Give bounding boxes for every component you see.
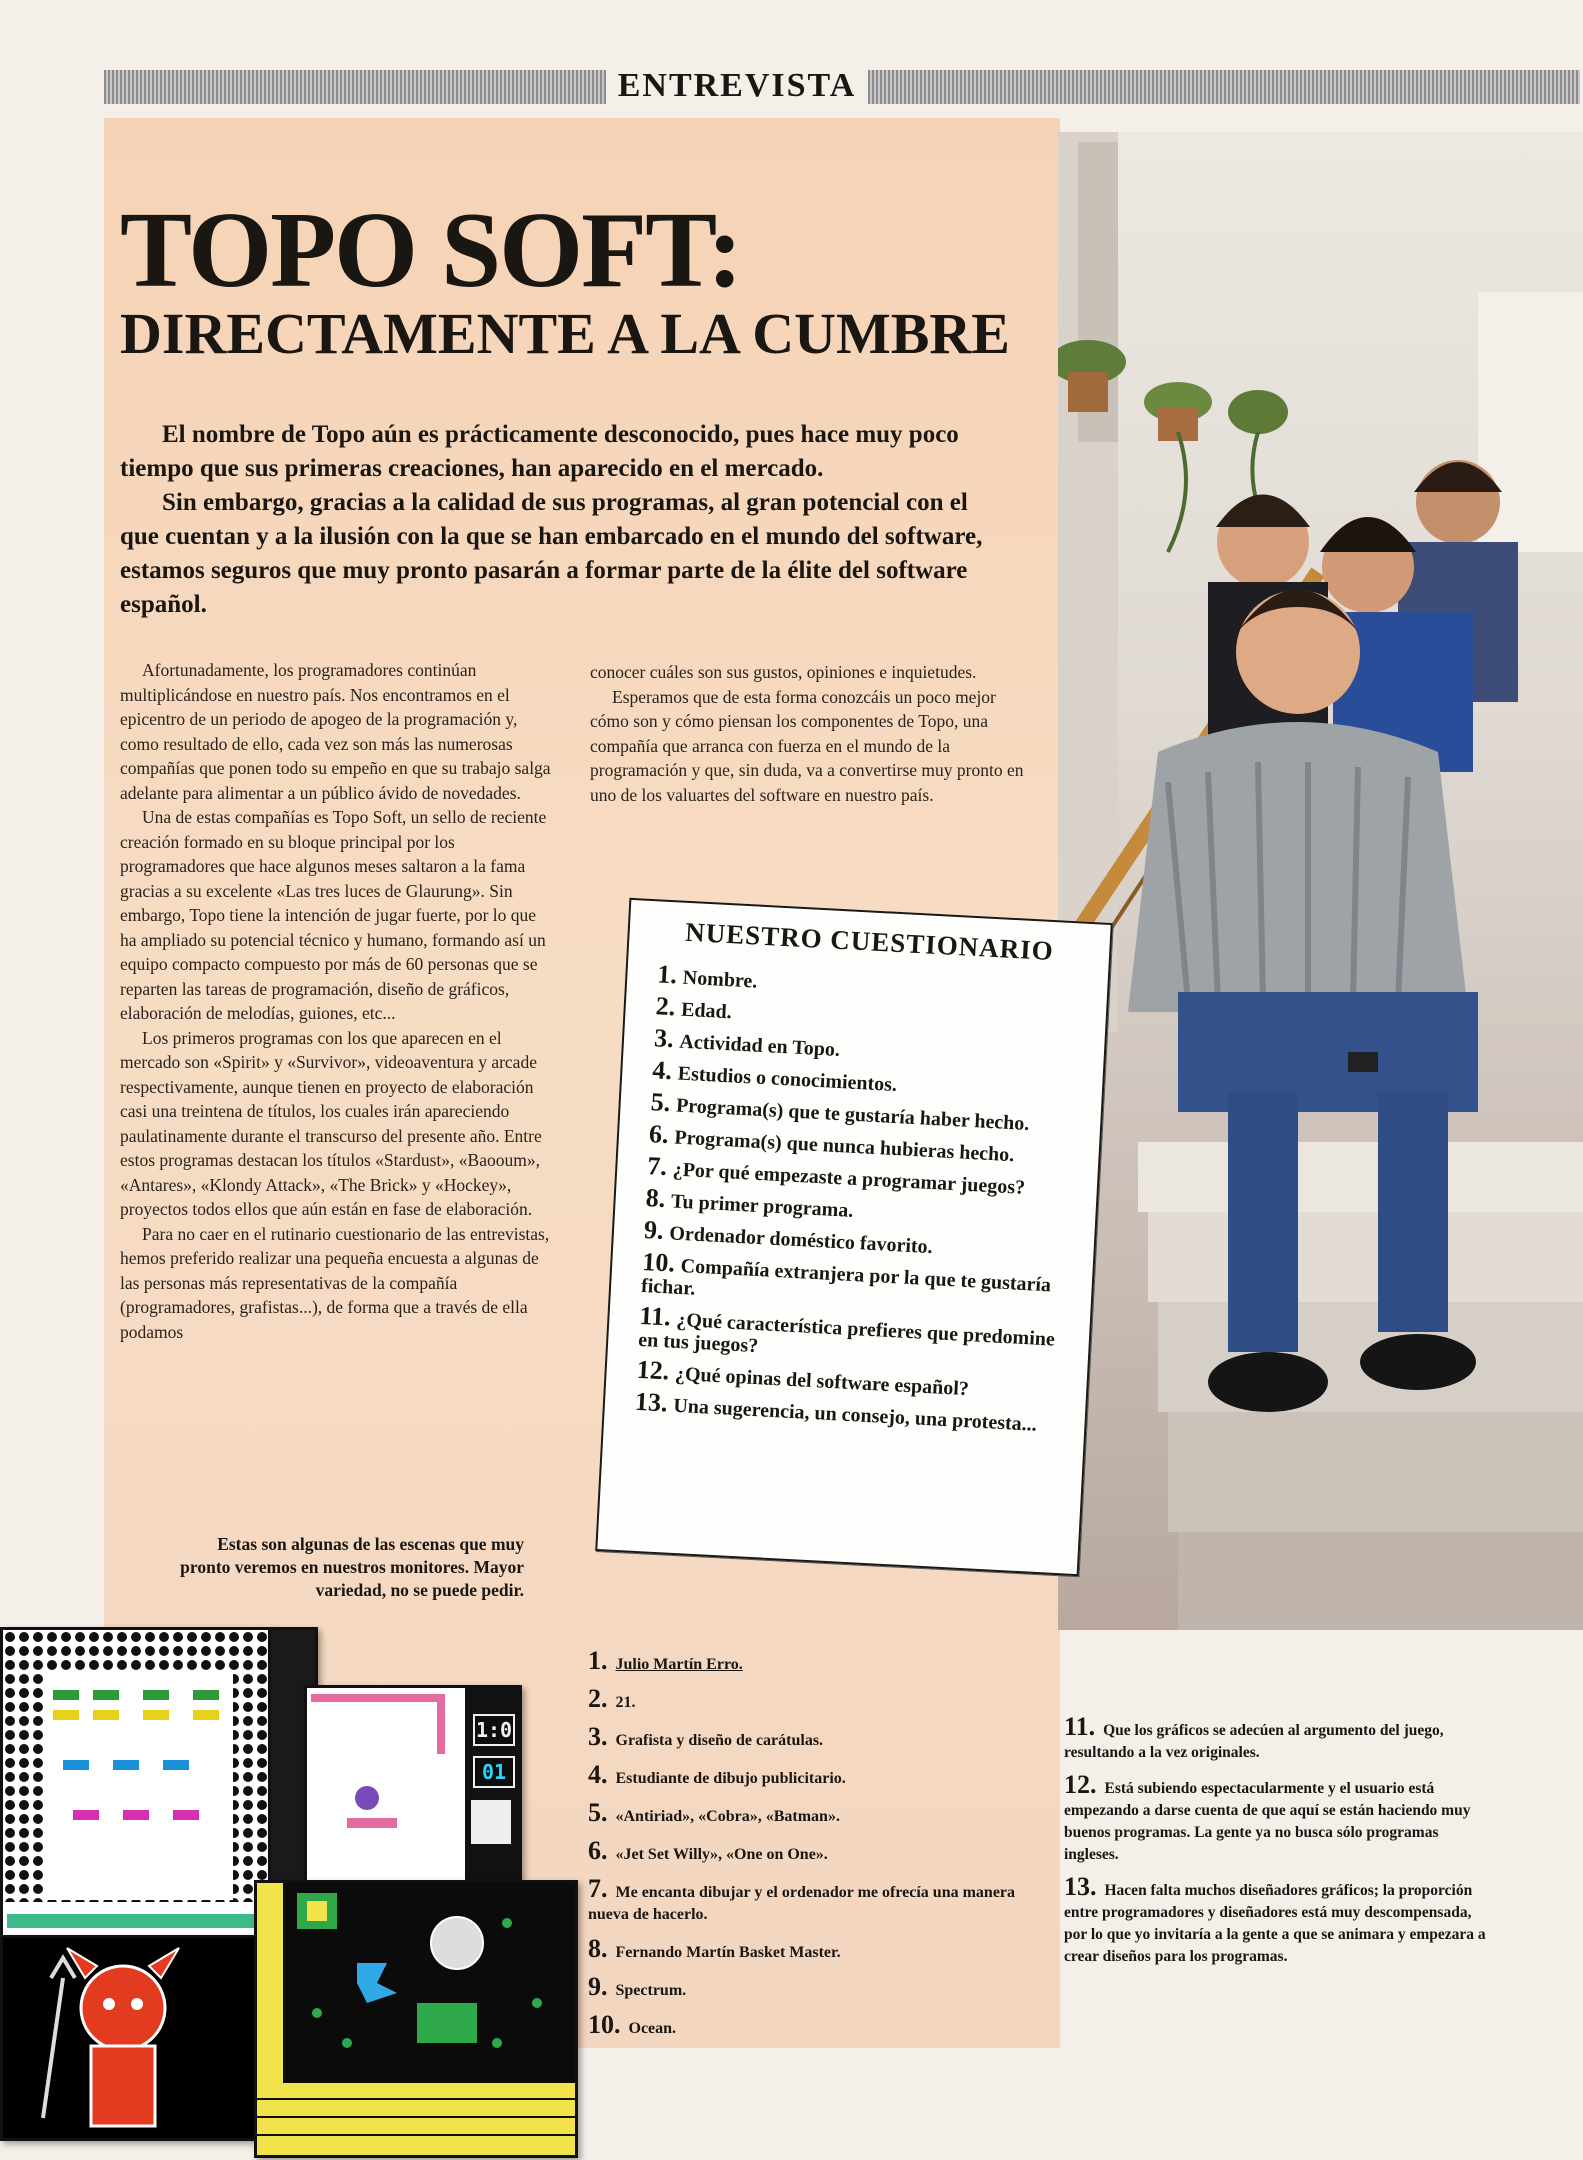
game-screenshot-breakout xyxy=(0,1627,274,1943)
article-title: TOPO SOFT: xyxy=(120,191,742,310)
question-item: 1. Nombre. xyxy=(656,959,758,993)
game-timer: 1:0 xyxy=(473,1714,515,1746)
answer-item: 4. Estudiante de dibujo publicitario. xyxy=(588,1760,846,1789)
question-item: 5. Programa(s) que te gustaría haber hecho. xyxy=(650,1087,1030,1136)
question-item: 3. Actividad en Topo. xyxy=(653,1023,841,1061)
answer-item: 8. Fernando Martín Basket Master. xyxy=(588,1934,841,1963)
lead-sentence: Sin embargo, gracias a la calidad de sus programas, al gran potencial con el que cuentan y a la ilusión con la que se han embarcado en el mundo del software, estamos seguros que muy pronto pasarán a formar parte de la élite del software español. xyxy=(120,489,983,618)
answers-column-1 xyxy=(588,1646,1048,2052)
lead-sentence: El nombre de Topo aún es prácticamente desconocido, pues hace muy poco tiempo que sus primeras creaciones, han aparecido en el mercado. xyxy=(120,421,959,482)
question-item: 11. ¿Qué característica prefieres que predomine en tus juegos? xyxy=(637,1300,1056,1358)
answer-item: 13. Hacen falta muchos diseñadores gráficos; la proporción entre programadores y diseñadores está muy descompensada, por lo que yo invitaría a la gente a que se animara y empezara a crear diseños para los programas. xyxy=(1064,1872,1486,1965)
answers-column-2 xyxy=(1064,1712,1488,1978)
header-rule-right xyxy=(868,70,1580,104)
body-column-1 xyxy=(120,658,552,1344)
team-photo xyxy=(1058,132,1583,1630)
question-item: 4. Estudios o conocimientos. xyxy=(651,1055,898,1097)
question-item: 8. Tu primer programa. xyxy=(645,1183,854,1222)
question-item: 13. Una sugerencia, un consejo, una protesta... xyxy=(634,1386,1038,1436)
body-paragraph: Los primeros programas con los que aparecen en el mercado son «Spirit» y «Survivor», videoaventura y arcade respectivamente, aunque tienen en proyecto de elaboración casi una treintena de títulos, los cuales irán apareciendo paulatinamente durante el transcurso del presente año. Entre estos programas destacan los títulos «Stardust», «Baooum», «Antares», «Klondy Attack», «The Brick» y «Hockey», proyectos todos ellos que aún están en fase de elaboración. xyxy=(120,1027,542,1219)
body-paragraph: Una de estas compañías es Topo Soft, un sello de reciente creación formado en su bloque principal por los programadores que hace algunos meses saltaron a la fama gracias a su excelente «Las tres luces de Glaurung». Sin embargo, Topo tiene la intención de jugar fuerte, por lo que ha ampliado su potencial técnico y humano, formando así un equipo compacto compuesto por más de 60 personas que se reparten las tareas de programación, diseño de gráficos, elaboración de melodías, guiones, etc... xyxy=(120,807,547,1023)
body-paragraph: Afortunadamente, los programadores continúan multiplicándose en nuestro país. Nos encontramos en el epicentro de un periodo de apogeo de la programación y, como resultado de ello, cada vez son más las numerosas compañías que ponen todo su empeño en que su trabajo salga adelante para alimentar a un público ávido de novedades. xyxy=(120,660,551,803)
answer-item: 1. Julio Martín Erro. xyxy=(588,1646,743,1675)
body-paragraph: Para no caer en el rutinario cuestionario de las entrevistas, hemos preferido realizar una pequeña encuesta a algunas de las personas más representativas de la compañía (programadores, grafistas...), de forma que a través de ella podamos xyxy=(120,1223,550,1342)
body-paragraph: Esperamos que de esta forma conozcáis un poco mejor cómo son y cómo piensan los componentes de Topo, una compañía que arranca con fuerza en el mundo de la programación y que, sin duda, va a convertirse muy pronto en uno de los valuartes del software en nuestro país. xyxy=(590,686,1024,805)
answer-item: 9. Spectrum. xyxy=(588,1972,687,2001)
body-paragraph: conocer cuáles son sus gustos, opiniones e inquietudes. xyxy=(590,662,977,682)
answer-item: 2. 21. xyxy=(588,1684,636,1713)
question-item: 2. Edad. xyxy=(655,991,733,1024)
question-item: 7. ¿Por qué empezaste a programar juegos? xyxy=(646,1151,1026,1199)
question-item: 6. Programa(s) que nunca hubieras hecho. xyxy=(648,1119,1015,1167)
question-item: 9. Ordenador doméstico favorito. xyxy=(643,1215,934,1259)
answer-item: 12. Está subiendo espectacularmente y el usuario está empezando a darse cuenta de que aquí se están haciendo muy buenos programas. La gente ya no busca sólo programas ingleses. xyxy=(1064,1770,1471,1863)
question-item: 10. Compañía extranjera por la que te gustaría fichar. xyxy=(640,1246,1052,1300)
body-column-2 xyxy=(590,660,1030,807)
answer-item: 6. «Jet Set Willy», «One on One». xyxy=(588,1836,828,1865)
answer-item: 5. «Antiriad», «Cobra», «Batman». xyxy=(588,1798,840,1827)
question-item: 12. ¿Qué opinas del software español? xyxy=(636,1354,970,1401)
game-screenshot-room xyxy=(304,1685,522,1891)
answer-item: 3. Grafista y diseño de carátulas. xyxy=(588,1722,824,1751)
answer-item: 10. Ocean. xyxy=(588,2010,677,2039)
game-counter: 01 xyxy=(473,1756,515,1788)
questionnaire-title: NUESTRO CUESTIONARIO xyxy=(684,916,1055,967)
game-screenshot-maze xyxy=(254,1880,578,2158)
answer-item: 7. Me encanta dibujar y el ordenador me ofrecía una manera nueva de hacerlo. xyxy=(588,1874,1016,1923)
article-subtitle: DIRECTAMENTE A LA CUMBRE xyxy=(120,301,1010,366)
lead-paragraph xyxy=(120,418,990,622)
photo-caption: Estas son algunas de las escenas que muy pronto veremos en nuestros monitores. Mayor variedad, no se puede pedir. xyxy=(180,1534,524,1600)
questionnaire-list xyxy=(634,959,1087,1445)
team-photo-illustration xyxy=(1058,132,1583,1630)
header-rule-left xyxy=(104,70,606,104)
answer-item: 11. Que los gráficos se adecúen al argumento del juego, resultando a la vez originales. xyxy=(1064,1712,1444,1761)
section-label: ENTREVISTA xyxy=(606,64,868,108)
game-screenshot-devil xyxy=(0,1935,268,2141)
questionnaire-box xyxy=(595,898,1113,1576)
